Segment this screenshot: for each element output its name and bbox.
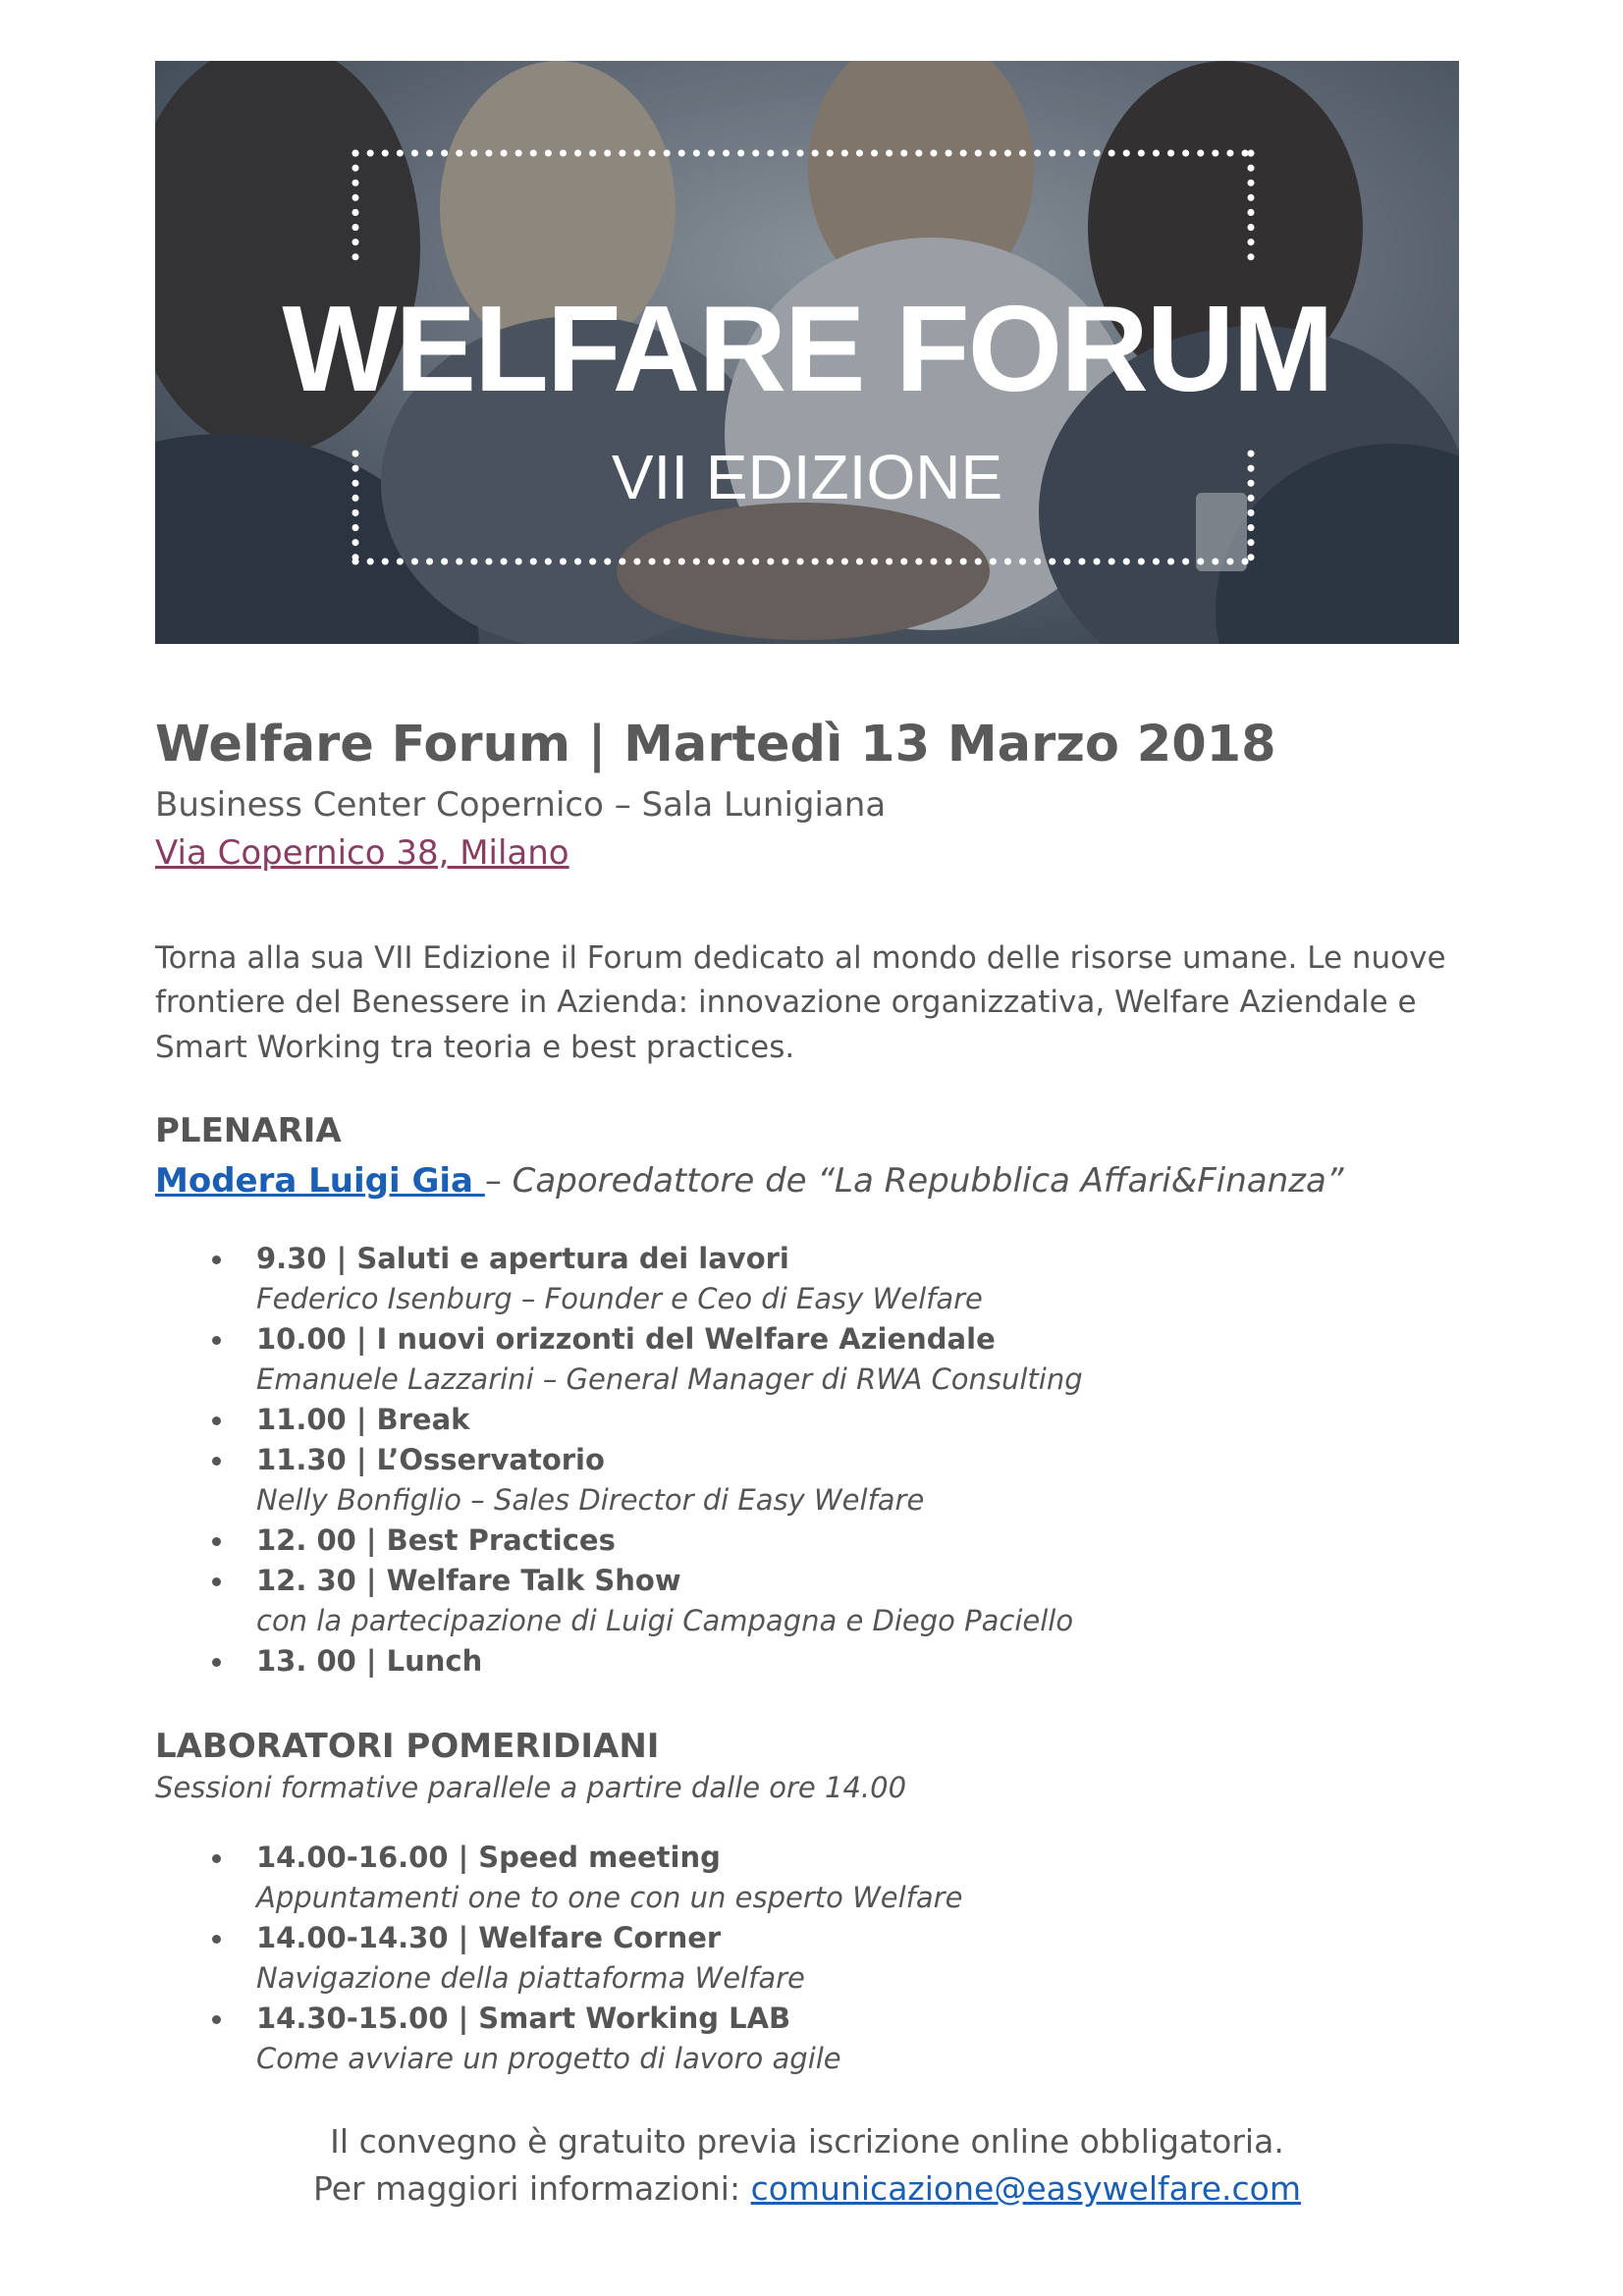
agenda-item-title: 10.00 | I nuovi orizzonti del Welfare Aziendale (256, 1321, 996, 1356)
footer (155, 2118, 1459, 2213)
agenda-item (155, 1838, 1459, 1918)
agenda-item (155, 1319, 1459, 1400)
agenda-item (155, 1239, 1459, 1319)
agenda-item-title: 14.00-16.00 | Speed meeting (256, 1841, 721, 1875)
agenda-item (155, 1561, 1459, 1641)
agenda-item-title: 11.00 | Break (256, 1402, 470, 1436)
moderator-link[interactable]: Modera Luigi Gia (155, 1160, 485, 1201)
labs-heading: LABORATORI POMERIDIANI (155, 1726, 660, 1766)
labs-note: Sessioni formative parallele a partire dalle ore 14.00 (155, 1771, 907, 1805)
agenda-item-speaker: Nelly Bonfiglio – Sales Director di Easy Welfare (256, 1482, 925, 1517)
event-address-link[interactable]: Via Copernico 38, Milano (155, 833, 569, 874)
agenda-item-title: 14.30-15.00 | Smart Working LAB (256, 2002, 791, 2036)
document-body (155, 715, 1459, 2213)
agenda-item-speaker: Federico Isenburg – Founder e Ceo di Easy Welfare (256, 1281, 983, 1315)
event-banner (155, 61, 1459, 644)
agenda-item-description: Appuntamenti one to one con un esperto Welfare (256, 1881, 963, 1915)
moderator-separator: – (484, 1160, 513, 1201)
moderator-role: Caporedattore de “La Repubblica Affari&Finanza” (512, 1160, 1344, 1201)
banner-subtitle: VII EDIZIONE (611, 442, 1003, 512)
footer-contact-prefix: Per maggiori informazioni: (313, 2168, 751, 2208)
agenda-item (155, 1999, 1459, 2079)
agenda-item-title: 12. 00 | Best Practices (256, 1522, 616, 1557)
agenda-item-title: 12. 30 | Welfare Talk Show (256, 1563, 681, 1597)
agenda-item (155, 1521, 1459, 1561)
agenda-item-title: 14.00-14.30 | Welfare Corner (256, 1921, 722, 1955)
agenda-item-title: 13. 00 | Lunch (256, 1643, 483, 1678)
agenda-item-description: Navigazione della piattaforma Welfare (256, 1961, 805, 1996)
intro-paragraph: Torna alla sua VII Edizione il Forum dedicato al mondo delle risorse umane. Le nuove frontiere del Benessere in Azienda: innovazione organizzativa, Welfare Aziendale e Smart Working tra teoria e best practices. (155, 939, 1446, 1065)
agenda-item (155, 1400, 1459, 1440)
agenda-item-title: 9.30 | Saluti e apertura dei lavori (256, 1241, 789, 1275)
footer-registration-note: Il convegno è gratuito previa iscrizione online obbligatoria. (330, 2122, 1284, 2162)
agenda-item-title: 11.30 | L’Osservatorio (256, 1442, 605, 1476)
contact-email-link[interactable]: comunicazione@easywelfare.com (750, 2168, 1301, 2208)
agenda-item (155, 1440, 1459, 1521)
plenaria-agenda (155, 1239, 1459, 1682)
labs-agenda (155, 1838, 1459, 2079)
event-title: Welfare Forum | Martedì 13 Marzo 2018 (155, 716, 1276, 774)
agenda-item-speaker: Emanuele Lazzarini – General Manager di RWA Consulting (256, 1362, 1083, 1396)
event-venue: Business Center Copernico – Sala Lunigiana (155, 785, 887, 826)
agenda-item (155, 1641, 1459, 1682)
agenda-item-description: Come avviare un progetto di lavoro agile (256, 2042, 841, 2076)
agenda-item (155, 1918, 1459, 1999)
banner-title: WELFARE FORUM (282, 282, 1332, 417)
footer-contact-line (155, 2165, 1459, 2213)
moderator-line (155, 1157, 1459, 1205)
plenaria-heading: PLENARIA (155, 1111, 342, 1151)
agenda-item-speaker: con la partecipazione di Luigi Campagna e Diego Paciello (256, 1603, 1074, 1637)
